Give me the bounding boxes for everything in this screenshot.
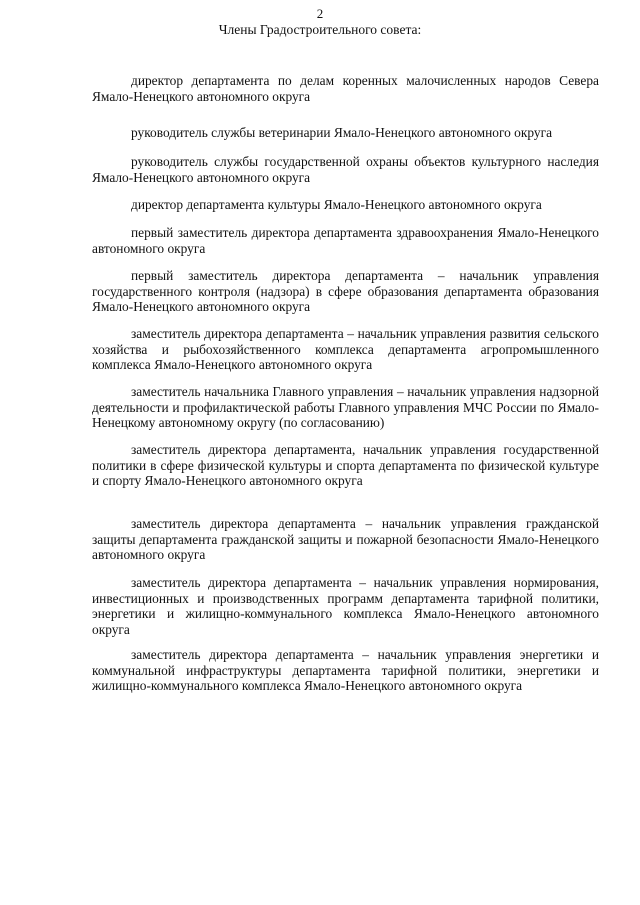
member-item: заместитель директора департамента – начальник управления гражданской защиты департамента гражданской защиты и пожарной безопасности Ямало-Ненецкого автономного округа xyxy=(92,516,599,563)
member-item: директор департамента по делам коренных малочисленных народов Севера Ямало-Ненецкого автономного округа xyxy=(92,73,599,104)
member-item: директор департамента культуры Ямало-Ненецкого автономного округа xyxy=(131,197,542,212)
member-item: заместитель директора департамента – начальник управления развития сельского хозяйства и рыбохозяйственного комплекса департамента агропромышленного комплекса Ямало-Ненецкого автономного округа xyxy=(92,326,599,373)
member-item: руководитель службы ветеринарии Ямало-Ненецкого автономного округа xyxy=(131,125,553,140)
member-item: заместитель директора департамента – начальник управления нормирования, инвестиционных и производственных программ департамента тарифной политики, энергетики и жилищно-коммунального комплекса Ямало-Ненецкого автономного округа xyxy=(92,575,599,637)
member-item: руководитель службы государственной охраны объектов культурного наследия Ямало-Ненецкого автономного округа xyxy=(92,154,599,185)
page-title: Члены Градостроительного совета: xyxy=(218,22,422,37)
member-item: первый заместитель директора департамента – начальник управления государственного контроля (надзора) в сфере образования департамента образования Ямало-Ненецкого автономного округа xyxy=(92,268,599,315)
member-item: заместитель директора департамента – начальник управления энергетики и коммунальной инфраструктуры департамента тарифной политики, энергетики и жилищно-коммунального комплекса Ямало-Ненецкого автономного округа xyxy=(92,647,599,694)
member-item: первый заместитель директора департамента здравоохранения Ямало-Ненецкого автономного округа xyxy=(92,225,599,256)
member-item: заместитель директора департамента, начальник управления государственной политики в сфере физической культуры и спорта департамента по физической культуре и спорту Ямало-Ненецкого автономного округа xyxy=(92,442,599,489)
page-number: 2 xyxy=(316,6,324,21)
member-item: заместитель начальника Главного управления – начальник управления надзорной деятельности и профилактической работы Главного управления МЧС России по Ямало-Ненецкому автономному округу (по согласованию) xyxy=(92,384,599,431)
